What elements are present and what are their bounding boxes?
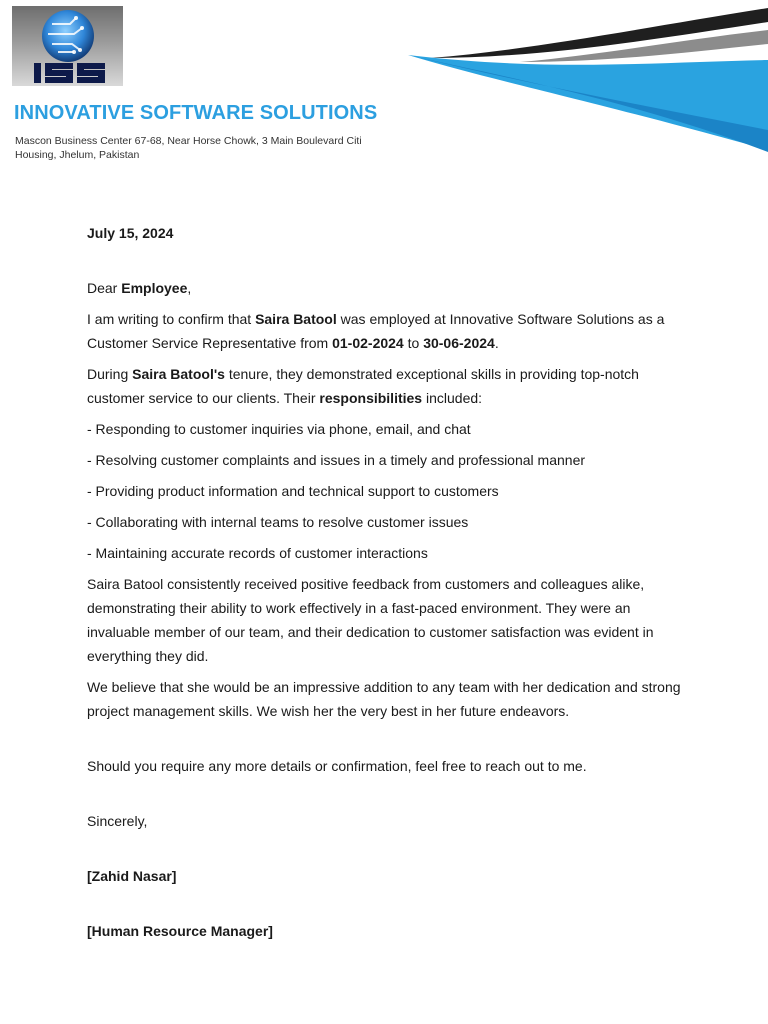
- company-logo: [12, 6, 123, 86]
- salutation: Dear Employee,: [87, 280, 192, 296]
- list-item: - Collaborating with internal teams to resolve customer issues: [87, 514, 469, 530]
- letter-date: July 15, 2024: [87, 225, 174, 241]
- list-item: - Resolving customer complaints and issues in a timely and professional manner: [87, 452, 586, 468]
- closing: Sincerely,: [87, 813, 148, 829]
- company-name: INNOVATIVE SOFTWARE SOLUTIONS: [14, 102, 378, 124]
- paragraph-feedback: Saira Batool consistently received positive feedback from customers and colleagues alike, demonstrating their ability to work effectively in a fast-paced environment. They were an invaluable member of our team, and their dedication to customer satisfaction was evident in everything they did.: [87, 576, 654, 664]
- company-address: Mascon Business Center 67-68, Near Horse Chowk, 3 Main Boulevard Citi Housing, Jhelum, Pakistan: [15, 135, 362, 161]
- signer-name: [Zahid Nasar]: [87, 868, 177, 884]
- decorative-waves: [400, 0, 768, 160]
- signer-title: [Human Resource Manager]: [87, 923, 273, 939]
- paragraph-tenure: During Saira Batool's tenure, they demonstrated exceptional skills in providing top-notch customer service to our clients. Their responsibilities included:: [87, 366, 639, 406]
- paragraph-contact: Should you require any more details or confirmation, feel free to reach out to me.: [87, 758, 587, 774]
- list-item: - Responding to customer inquiries via phone, email, and chat: [87, 421, 471, 437]
- paragraph-employment: I am writing to confirm that Saira Batool was employed at Innovative Software Solutions as a Customer Service Representative from 01-02-2024 to 30-06-2024.: [87, 311, 665, 351]
- letter-body: [87, 221, 697, 943]
- list-item: - Providing product information and technical support to customers: [87, 483, 499, 499]
- circuit-globe-icon: [12, 6, 123, 86]
- paragraph-recommendation: We believe that she would be an impressive addition to any team with her dedication and strong project management skills. We wish her the very best in her future endeavors.: [87, 679, 681, 719]
- list-item: - Maintaining accurate records of customer interactions: [87, 545, 428, 561]
